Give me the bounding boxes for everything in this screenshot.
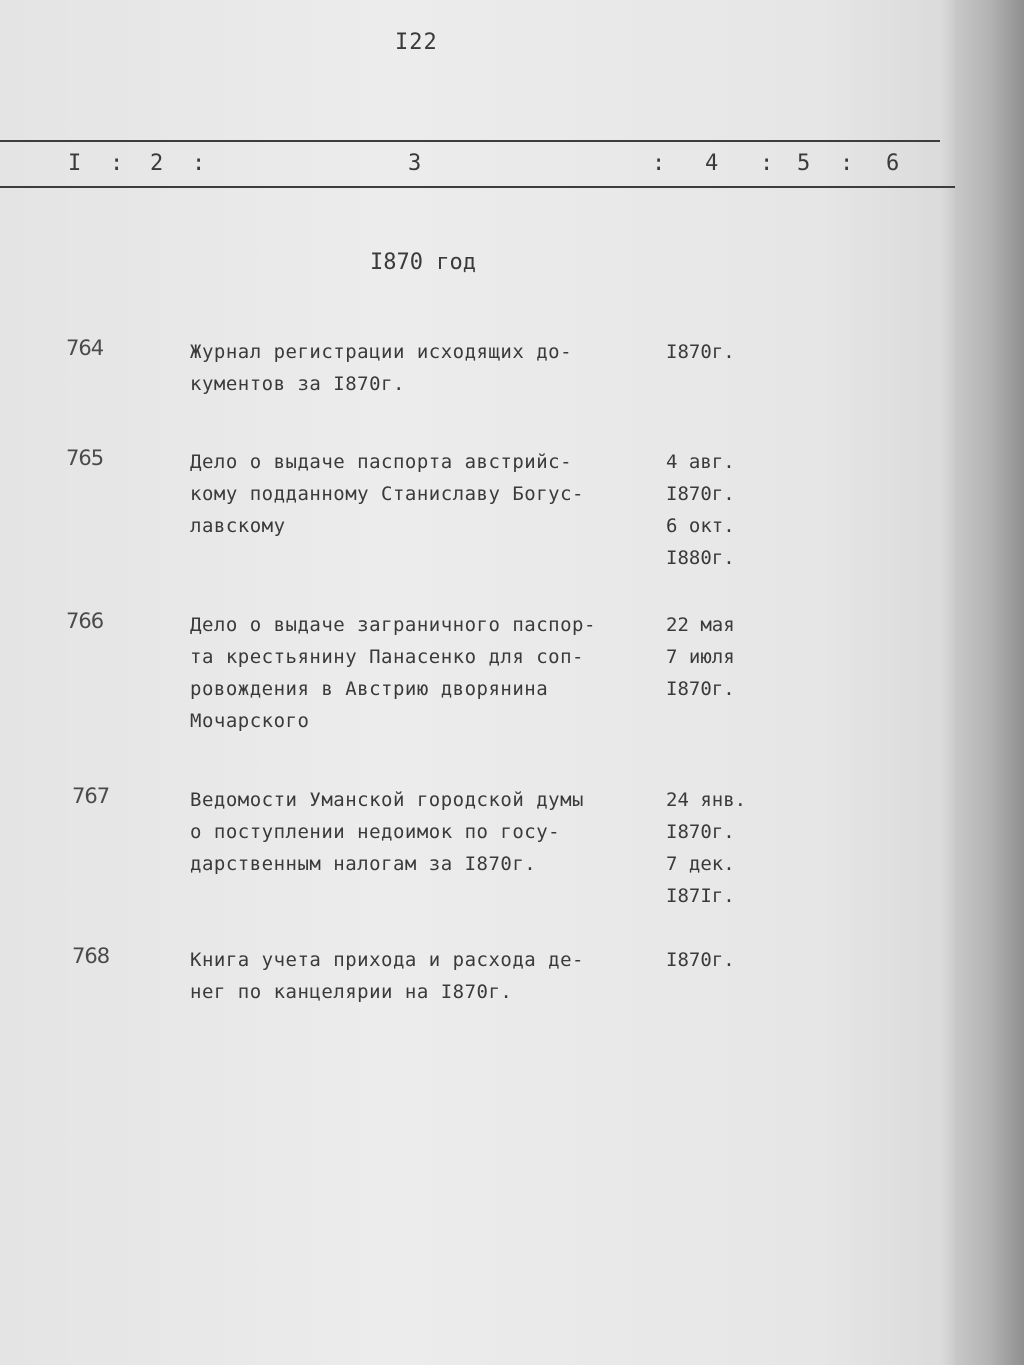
entry-number: 765: [66, 446, 104, 470]
page-number: I22: [395, 30, 438, 55]
entry-dates: 4 авг. I870г. 6 окт. I880г.: [666, 451, 735, 569]
entry-number: 766: [66, 609, 104, 633]
header-bottom-rule: [0, 186, 955, 188]
entry-number: 768: [72, 944, 110, 968]
col-header-6: 6: [886, 151, 900, 176]
entry-number: 764: [66, 336, 104, 360]
entry-description: Книга учета прихода и расхода де- нег по канцелярии на I870г.: [190, 949, 584, 1003]
col-header-1: I: [68, 151, 82, 176]
entry-description: Ведомости Уманской городской думы о поступлении недоимок по госу- дарственным налогам за I870г.: [190, 789, 584, 875]
header-top-rule: [0, 140, 940, 142]
entry-description: Журнал регистрации исходящих до- кументов за I870г.: [190, 341, 573, 395]
entry-dates: 24 янв. I870г. 7 дек. I87Iг.: [666, 789, 747, 907]
col-header-2: 2: [150, 151, 164, 176]
entry-description: Дело о выдаче паспорта австрийс- кому подданному Станиславу Богус- лавскому: [190, 451, 584, 537]
col-header-5: 5: [797, 151, 811, 176]
col-header-4: 4: [705, 151, 719, 176]
col-separator: :: [840, 151, 854, 176]
section-title: I870 год: [370, 250, 476, 275]
entry-dates: 22 мая 7 июля I870г.: [666, 614, 735, 700]
col-header-3: 3: [408, 151, 422, 176]
entry-dates: I870г.: [666, 949, 735, 971]
entry-number: 767: [72, 784, 110, 808]
col-separator: :: [760, 151, 774, 176]
entry-description: Дело о выдаче заграничного паспор- та крестьянину Панасенко для соп- ровождения в Австрию дворянина Мочарского: [190, 614, 596, 732]
col-separator: :: [192, 151, 206, 176]
col-separator: :: [652, 151, 666, 176]
col-separator: :: [110, 151, 124, 176]
page-edge: [955, 0, 1024, 1365]
entry-dates: I870г.: [666, 341, 735, 363]
